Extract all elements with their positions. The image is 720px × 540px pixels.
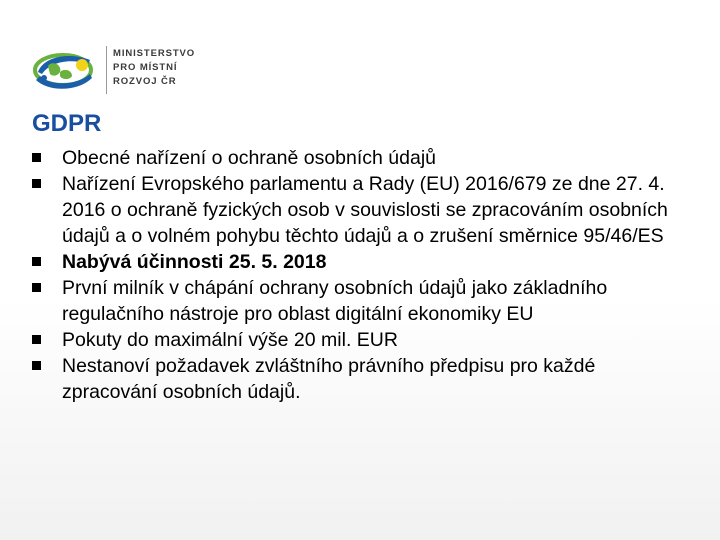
bullet-text: Nestanoví požadavek zvláštního právního předpisu pro každé zpracování osobních údajů.: [62, 355, 596, 403]
bullet-item: [32, 145, 692, 171]
bullet-square-icon: [32, 361, 41, 370]
logo-line: MINISTERSTVO: [113, 48, 196, 59]
bullet-item: [32, 327, 692, 353]
logo-line: ROZVOJ ČR: [113, 76, 177, 87]
bullet-text: Nařízení Evropského parlamentu a Rady (EU) 2016/679 ze dne 27. 4. 2016 o ochraně fyzických osob v souvislosti se zpracováním osobních údajů a o volném pohybu těchto údajů a o zrušení směrnice 95/46/ES: [62, 173, 668, 247]
slide-title: GDPR: [32, 110, 102, 137]
bullet-square-icon: [32, 153, 41, 162]
logo-line: PRO MÍSTNÍ: [113, 62, 178, 73]
bullet-item: [32, 275, 692, 327]
bullet-item: [32, 171, 692, 249]
bullet-text: První milník v chápání ochrany osobních údajů jako základního regulačního nástroje pro oblast digitální ekonomiky EU: [62, 277, 608, 325]
bullet-list: [32, 145, 692, 405]
bullet-item: [32, 353, 692, 405]
bullet-square-icon: [32, 283, 41, 292]
logo-divider: [106, 46, 107, 94]
bullet-item: [32, 249, 692, 275]
ministry-emblem-icon: [30, 42, 100, 94]
bullet-text: Pokuty do maximální výše 20 mil. EUR: [62, 329, 398, 351]
bullet-text: Nabývá účinnosti 25. 5. 2018: [62, 251, 327, 273]
bullet-text: Obecné nařízení o ochraně osobních údajů: [62, 147, 437, 169]
ministry-logo: [30, 40, 220, 100]
bullet-square-icon: [32, 335, 41, 344]
bullet-square-icon: [32, 179, 41, 188]
logo-wordmark: [113, 47, 195, 89]
bullet-square-icon: [32, 257, 41, 266]
